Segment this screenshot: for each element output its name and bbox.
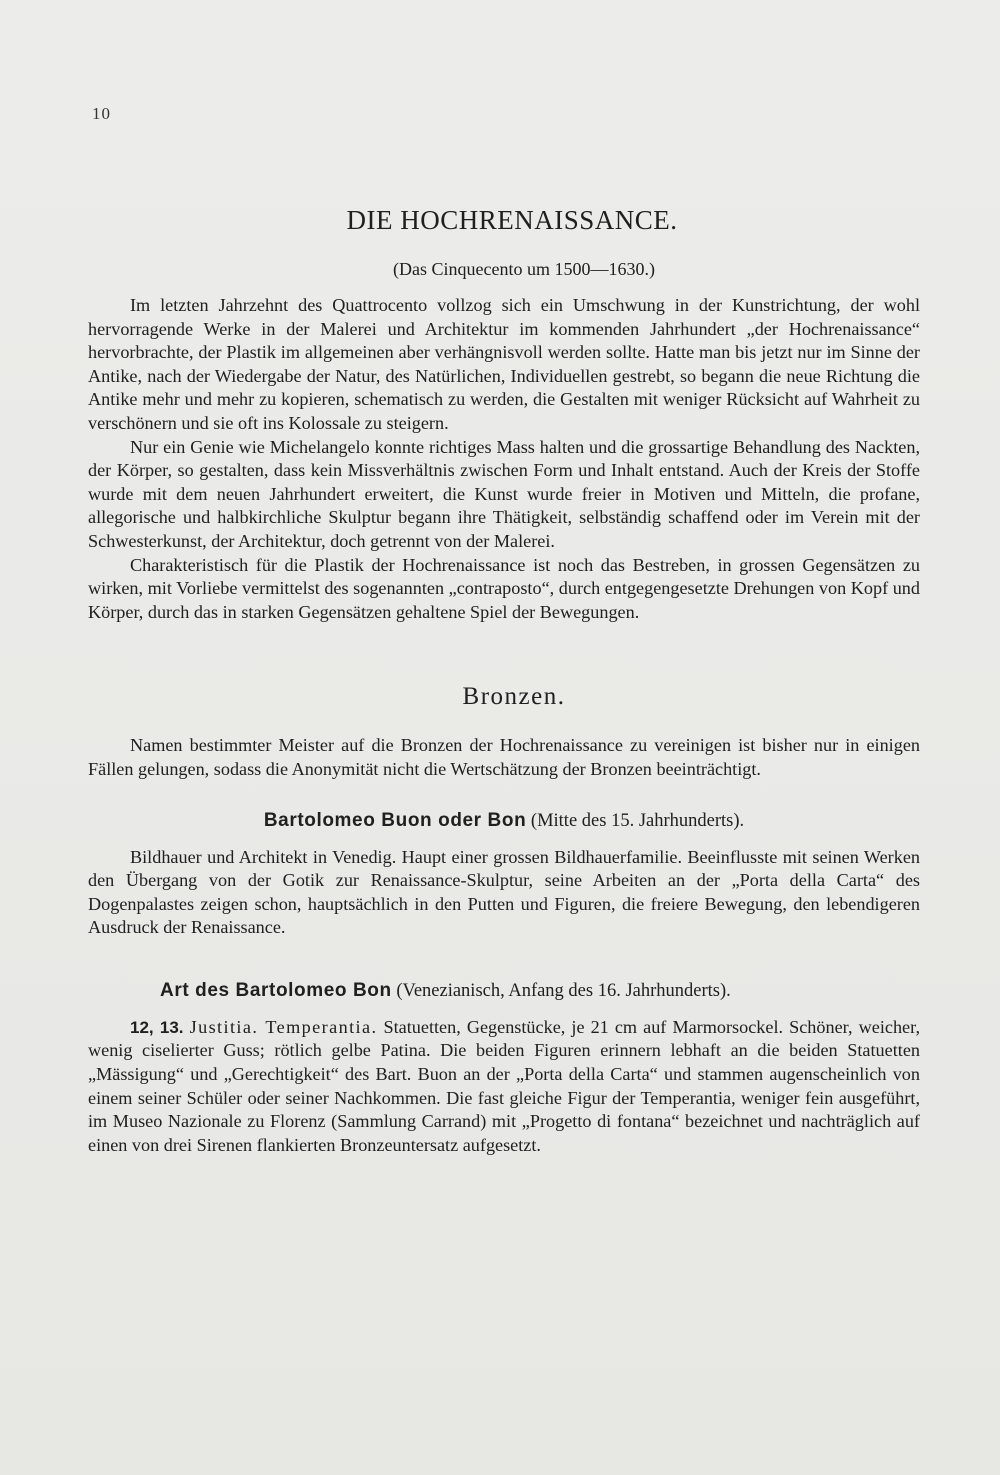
artist-dates: (Venezianisch, Anfang des 16. Jahrhunderts). bbox=[396, 980, 731, 1001]
artist-name: Art des Bartolomeo Bon bbox=[160, 979, 392, 1001]
intro-paragraph-1: Im letzten Jahrzehnt des Quattrocento vollzog sich ein Umschwung in der Kunstrichtung, der wohl hervorragende Werke in der Malerei und Architektur im kommenden Jahrhundert „der Hochrenaissance“ hervorbrachte, der Plastik im allgemeinen aber verhängnisvoll werden sollte. Hatte man bis jetzt nur im Sinne der Antike, nach der Wiedergabe der Natur, des Natürlichen, Individuellen gestrebt, so begann die neue Richtung die Antike mehr und mehr zu kopieren, schematisch zu werden, die Gestalten mit weniger Rücksicht auf Wahrheit zu verschönern und sie oft ins Kolossale zu steigern. bbox=[88, 295, 920, 433]
artist-heading-buon bbox=[88, 808, 920, 834]
artist-dates: (Mitte des 15. Jahrhunderts). bbox=[530, 810, 745, 831]
entry-number: 12, 13. bbox=[130, 1017, 184, 1037]
chapter-title: DIE HOCHRENAISSANCE. bbox=[346, 205, 678, 235]
catalogue-entry bbox=[88, 1016, 920, 1158]
artist-biography: Bildhauer und Architekt in Venedig. Haupt einer grossen Bildhauerfamilie. Beeinflusste mit seinen Werken den Übergang von der Gotik zur Renaissance-Skulptur, seine Arbeiten an der „Porta della Carta“ des Dogenpalastes zeigen schon, hauptsächlich in den Putten und Figuren, die freiere Bewegung, den lebendigeren Ausdruck der Renaissance. bbox=[88, 846, 920, 938]
section-intro: Namen bestimmter Meister auf die Bronzen der Hochrenaissance zu vereinigen ist bisher nur in einigen Fällen gelungen, sodass die Anonymität nicht die Wertschätzung der Bronzen beeinträchtigt. bbox=[88, 735, 920, 779]
chapter-period: (Das Cinquecento um 1500—1630.) bbox=[393, 259, 655, 279]
intro-text bbox=[88, 294, 920, 624]
intro-paragraph-2: Nur ein Genie wie Michelangelo konnte richtiges Mass halten und die grossartige Behandlung des Nackten, der Körper, so gestalten, dass kein Missverhältnis zwischen Form und Inhalt entstand. Auch der Kreis der Stoffe wurde mit dem neuen Jahrhundert erweitert, die Kunst wurde freier in Motiven und Mitteln, die profane, allegorische und halbkirchliche Skulptur begann ihre Thätigkeit, selbständig schaffend oder im Verein mit der Schwesterkunst, der Architektur, doch getrennt von der Malerei. bbox=[88, 436, 920, 551]
page-content bbox=[88, 200, 920, 1157]
artist-heading-school bbox=[88, 978, 920, 1004]
section-title: Bronzen. bbox=[462, 683, 566, 711]
entry-title: Justitia. Temperantia. bbox=[189, 1016, 378, 1037]
entry-description: Statuetten, Gegenstücke, je 21 cm auf Marmorsockel. Schöner, weicher, wenig ciselierter Guss; rötlich gelbe Patina. Die beiden Figuren erinnern lebhaft an die beiden Statuetten „Mässigung“ und „Gerechtigkeit“ des Bart. Buon an der „Porta della Carta“ und stammen augenscheinlich von einem seiner Schüler oder seiner Nachkommen. Die fast gleiche Figur der Temperantia, weniger fein ausgeführt, im Museo Nazionale zu Florenz (Sammlung Carrand) mit „Progetto di fontana“ bezeichnet und nachträglich auf einen von drei Sirenen flankierten Bronzeuntersatz aufgesetzt. bbox=[88, 1016, 920, 1155]
page-number: 10 bbox=[92, 104, 111, 123]
catalogue-entry-text bbox=[88, 1016, 920, 1158]
artist-name: Bartolomeo Buon oder Bon bbox=[263, 809, 527, 831]
intro-paragraph-3: Charakteristisch für die Plastik der Hochrenaissance ist noch das Bestreben, in grossen Gegensätzen zu wirken, mit Vorliebe vermittelst des sogenannten „contraposto“, durch entgegengesetzte Drehungen von Kopf und Körper, durch das in starken Gegensätzen gehaltene Spiel der Bewegungen. bbox=[88, 554, 920, 622]
